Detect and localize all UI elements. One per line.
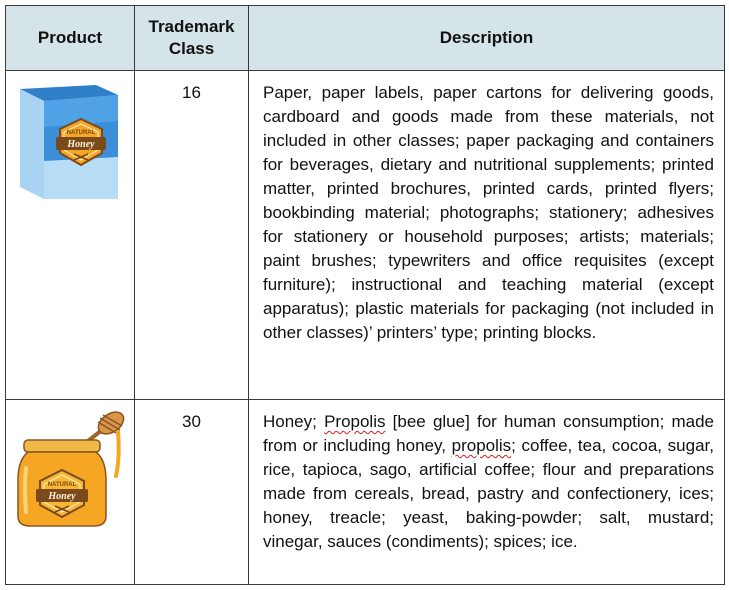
box-side-shape (20, 89, 44, 199)
jar-lid (24, 440, 100, 452)
table-row (6, 400, 725, 585)
description-text: ; coffee, tea, cocoa, sugar, rice, tapioca, sago, artificial coffee; flour and preparations made from cereals, bread, pastry and confectionery, ices; honey, treacle; yeast, baking-powder; salt, mustard; vinegar, sauces (condiments); spices; ice. (263, 436, 714, 551)
trademark-table (5, 5, 725, 585)
misspelled-word: propolis (451, 436, 512, 455)
box-label-natural: NATURAL (66, 130, 96, 136)
table-row (6, 71, 725, 400)
header-trademark-class-line2: Class (168, 39, 215, 58)
description-text: Honey; (263, 412, 325, 431)
box-label-honey: Honey (67, 139, 95, 150)
class-cell: 16 (135, 71, 249, 400)
description-cell: Paper, paper labels, paper cartons for delivering goods, cardboard and goods made from these materials, not included in other classes; paper packaging and containers for beverages, dietary and nutritional supplements; printed matter, printed brochures, printed cards, printed flyers; bookbinding material; photographs; stationery; adhesives for stationery or household purposes; artists; materials; paint brushes; typewriters and office requisites (except furniture); instructional and teaching material (except apparatus); plastic materials for packaging (not included in other classes)’ printers’ type; printing blocks. (249, 71, 725, 400)
honey-box-image (14, 81, 126, 201)
product-cell (6, 400, 135, 585)
header-row (6, 6, 725, 71)
header-trademark-class (135, 6, 249, 71)
honey-jar-image (14, 408, 128, 530)
description-cell (249, 400, 725, 585)
product-cell (6, 71, 135, 400)
header-trademark-class-line1: Trademark (148, 17, 235, 36)
jar-label-natural: NATURAL (47, 482, 77, 488)
header-product: Product (6, 6, 135, 71)
description-text: [bee glue] for human consumption; made from or including honey, (263, 412, 715, 455)
jar-label-honey: Honey (48, 491, 76, 502)
misspelled-word: Propolis (324, 412, 386, 431)
class-cell: 30 (135, 400, 249, 585)
header-description: Description (249, 6, 725, 71)
